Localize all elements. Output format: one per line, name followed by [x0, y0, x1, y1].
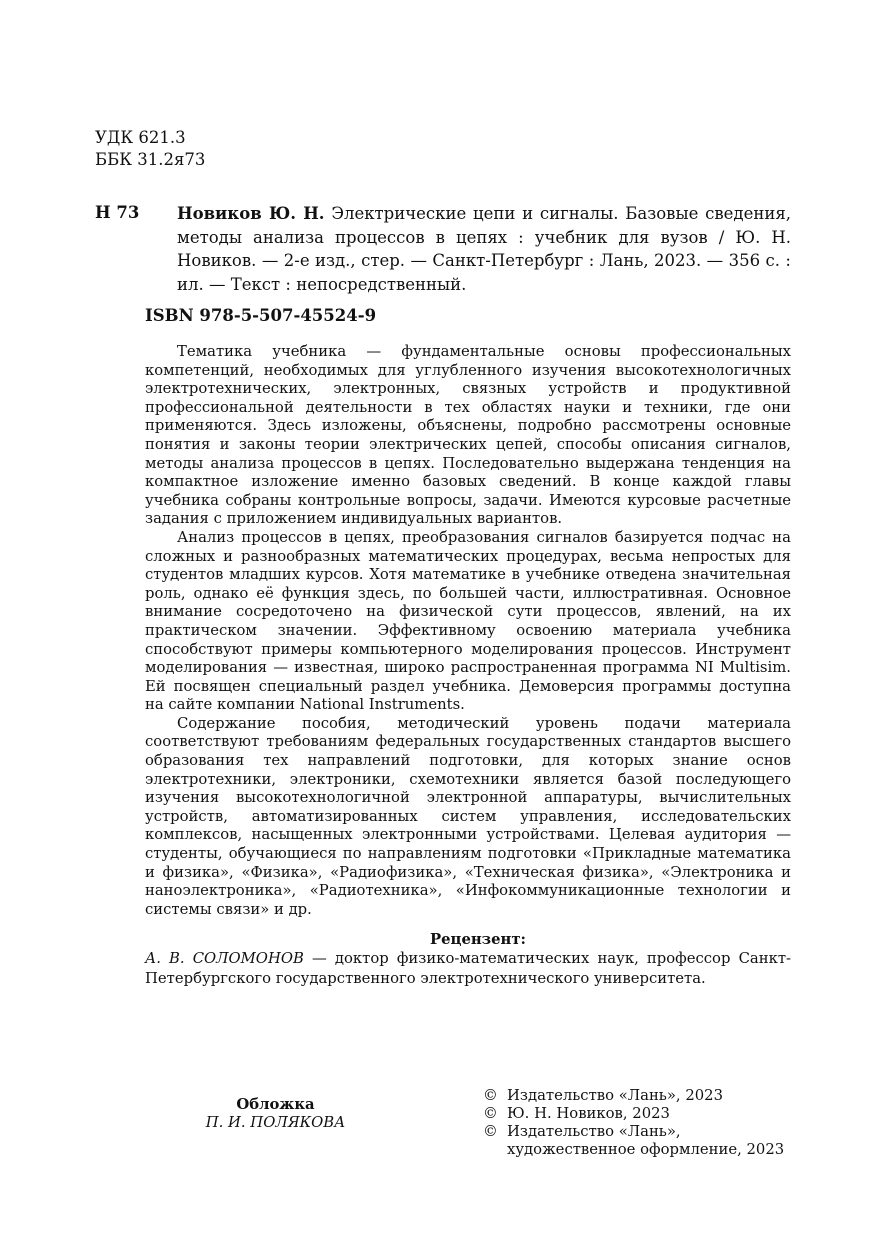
- bibliographic-entry: [177, 202, 791, 296]
- annotation-paragraph: Тематика учебника — фундаментальные основы профессиональных компетенций, необходимых для углубленного изучения высокотехнологичных электротехнических, электронных, связных устройств и продуктивной профессиональной деятельности в тех областях науки и техники, где они применяются. Здесь изложены, объяснены, подробно рассмотрены основные понятия и законы теории электрических цепей, способы описания сигналов, методы анализа процессов в цепях. Последовательно выдержана тенденция на компактное изложение именно базовых сведений. В конце каждой главы учебника собраны контрольные вопросы, задачи. Имеются курсовые расчетные задания с приложением индивидуальных вариантов.: [145, 343, 791, 528]
- copyright-text: Ю. Н. Новиков, 2023: [507, 1105, 670, 1122]
- cover-credit: [198, 1096, 353, 1132]
- copyright-line: [483, 1087, 784, 1105]
- copyright-text: Издательство «Лань»,: [507, 1123, 681, 1140]
- udk-code: УДК 621.3: [95, 128, 186, 147]
- annotation: [145, 343, 791, 919]
- classification-codes: [95, 127, 205, 171]
- reviewer-name: А. В. СОЛОМОНОВ: [145, 950, 304, 968]
- annotation-paragraph: Содержание пособия, методический уровень подачи материала соответствуют требованиям федеральных государственных стандартов высшего образования тех направлений подготовки, для которых знание основ электротехники, электроники, схемотехники является базой последующего изучения высокотехнологичной электронной аппаратуры, вычислительных устройств, автоматизированных систем управления, исследовательских комплексов, насыщенных электронными устройствами. Целевая аудитория — студенты, обучающиеся по направлениям подготовки «Прикладные математика и физика», «Физика», «Радиофизика», «Техническая физика», «Электроника и наноэлектроника», «Радиотехника», «Инфокоммуникационные технологии и системы связи» и др.: [145, 714, 791, 918]
- author-mark: Н 73: [95, 203, 140, 222]
- entry-description: Электрические цепи и сигналы. Базовые сведения, методы анализа процессов в цепях : учебник для вузов / Ю. Н. Новиков. — 2-е изд., стер. — Санкт-Петербург : Лань, 2023. — 356 с. : ил. — Текст : непосредственный.: [177, 204, 791, 294]
- copyright-text: Издательство «Лань», 2023: [507, 1087, 723, 1104]
- copyright-line: [483, 1141, 784, 1159]
- copyright-icon: ©: [483, 1123, 498, 1140]
- cover-designer: П. И. ПОЛЯКОВА: [205, 1114, 346, 1131]
- reviewer-heading: Рецензент:: [429, 931, 527, 948]
- copyright-text: художественное оформление, 2023: [507, 1141, 785, 1158]
- copyright-line: [483, 1123, 784, 1141]
- copyright-icon: ©: [483, 1087, 498, 1104]
- copyright-icon: ©: [483, 1105, 498, 1122]
- copyright-line: [483, 1105, 784, 1123]
- reviewer-credentials: — доктор физико-математических наук, профессор Санкт-Петербургского государственного электротехнического университета.: [145, 950, 792, 987]
- entry-author: Новиков Ю. Н.: [177, 204, 325, 223]
- isbn: ISBN 978-5-507-45524-9: [145, 306, 377, 325]
- bbk-code: ББК 31.2я73: [95, 150, 206, 169]
- reviewer-block: [145, 930, 791, 988]
- reviewer-text: [145, 949, 791, 988]
- copyright-block: [483, 1087, 784, 1159]
- annotation-paragraph: Анализ процессов в цепях, преобразования сигналов базируется подчас на сложных и разнообразных математических процедурах, весьма непростых для студентов младших курсов. Хотя математике в учебнике отведена значительная роль, однако её функция здесь, по большей части, иллюстративная. Основное внимание сосредоточено на физической сути процессов, явлений, на их практическом значении. Эффективному освоению материала учебника способствуют примеры компьютерного моделирования процессов. Инструмент моделирования — известная, широко распространенная программа NI Multisim. Ей посвящен специальный раздел учебника. Демоверсия программы доступна на сайте компании National Instruments.: [145, 528, 791, 714]
- cover-label: Обложка: [236, 1096, 315, 1113]
